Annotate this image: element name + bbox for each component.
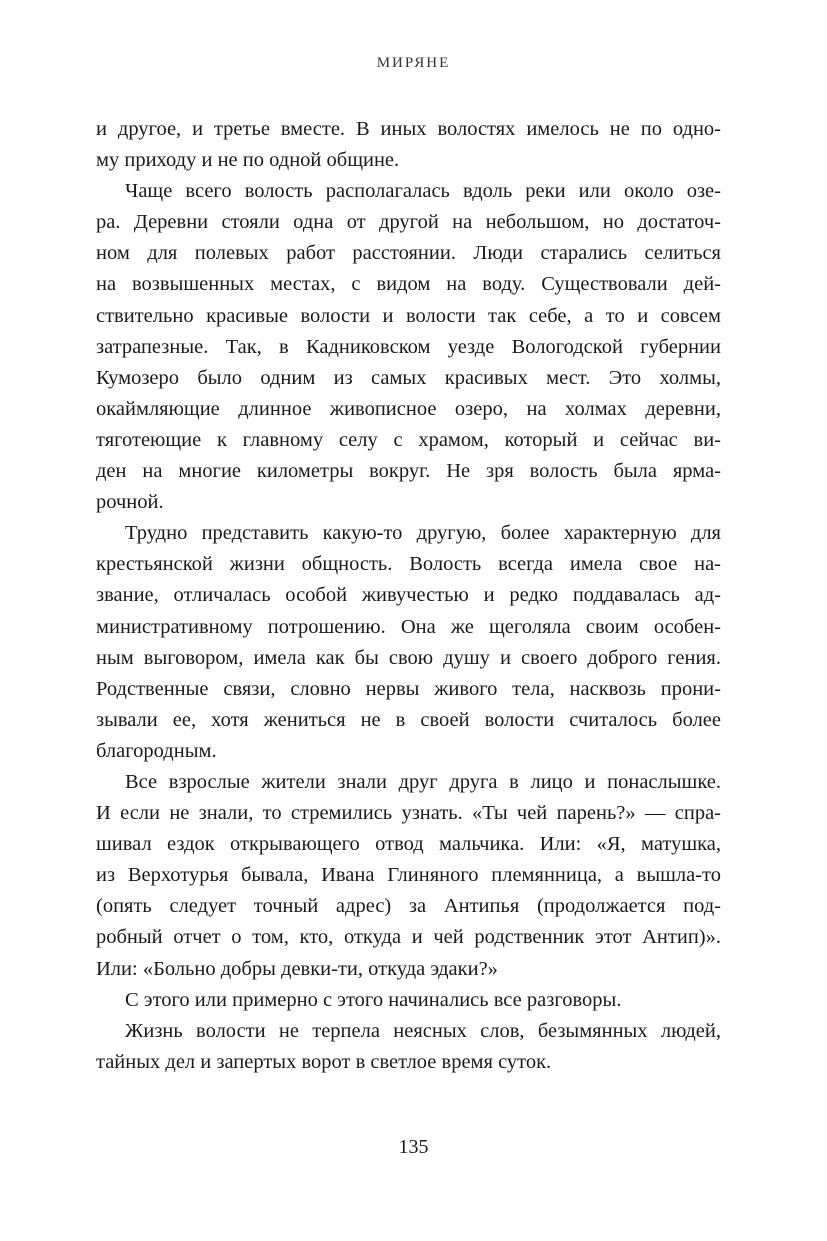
text-line: му приходу и не по одной общине. [96,149,400,172]
text-line: Кумозеро было одним из самых красивых мест. Это холмы, [96,366,721,389]
text-line: ствительно красивые волости и волости так себе, а то и совсем [96,304,721,327]
text-line: на возвышенных местах, с видом на воду. Существовали дей- [96,273,721,296]
text-line: министративному потрошению. Она же щеголяла своим особен- [96,615,721,638]
text-line: (опять следует точный адрес) за Антипья (продолжается под- [96,895,721,918]
paragraph [96,1016,721,1078]
text-line: крестьянской жизни общность. Волость всегда имела свое на- [96,553,721,576]
page-number: 135 [398,1136,429,1158]
text-line: Чаще всего волость располагалась вдоль реки или около озе- [125,180,721,203]
text-line: Жизнь волости не терпела неясных слов, безымянных людей, [125,1019,721,1042]
text-line: ден на многие километры вокруг. Не зря волость была ярма- [96,460,721,483]
text-line: Родственные связи, словно нервы живого тела, насквозь прони- [96,677,721,700]
text-line: из Верхотурья бывала, Ивана Глиняного племянница, а вышла-то [96,864,721,887]
paragraph [96,518,721,767]
text-line: рочной. [96,491,164,514]
running-head: МИРЯНЕ [376,55,451,71]
text-line: робный отчет о том, кто, откуда и чей родственник этот Антип)». [96,926,721,949]
paragraph [96,767,721,985]
text-line: И если не знали, то стремились узнать. «Ты чей парень?» — спра- [96,802,721,825]
text-line: зывали ее, хотя жениться не в своей волости считалось более [96,708,721,731]
text-line: Или: «Больно добры девки-ти, откуда эдаки?» [96,957,498,980]
body-text [96,114,721,1078]
text-line: тайных дел и запертых ворот в светлое время суток. [96,1050,552,1073]
text-line: окаймляющие длинное живописное озеро, на холмах деревни, [96,397,721,420]
text-line: благородным. [96,739,217,762]
text-line: затрапезные. Так, в Кадниковском уезде Вологодской губернии [96,335,721,358]
text-line: С этого или примерно с этого начинались все разговоры. [125,988,622,1011]
text-line: ным выговором, имела как бы свою душу и своего доброго гения. [96,646,721,669]
paragraph [96,176,721,518]
text-line: звание, отличалась особой живучестью и редко поддавалась ад- [96,584,721,607]
paragraph [96,114,721,176]
paragraph [96,985,721,1016]
text-line: и другое, и третье вместе. В иных волостях имелось не по одно- [96,118,721,140]
text-line: ра. Деревни стояли одна от другой на небольшом, но достаточ- [96,211,721,234]
text-line: тяготеющие к главному селу с храмом, который и сейчас ви- [96,428,721,451]
text-line: Все взрослые жители знали друг друга в лицо и понаслышке. [125,770,721,793]
text-line: шивал ездок открывающего отвод мальчика. Или: «Я, матушка, [96,833,721,856]
text-line: Трудно представить какую-то другую, более характерную для [125,522,721,545]
text-line: ном для полевых работ расстоянии. Люди старались селиться [96,242,721,265]
